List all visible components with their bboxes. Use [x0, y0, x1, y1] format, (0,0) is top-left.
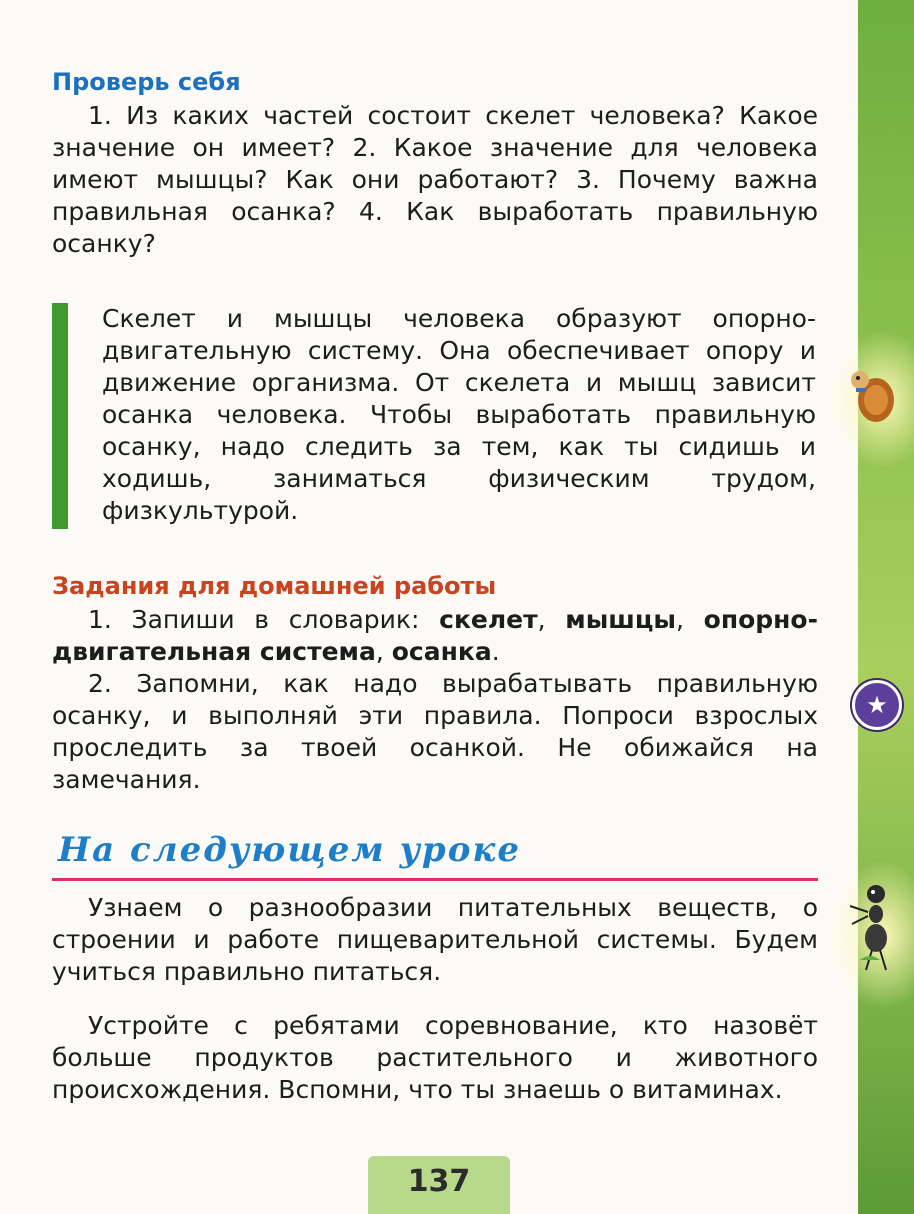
homework-task-2: 2. Запомни, как надо вырабатывать правильную осанку, и выполняй эти правила. Попроси взрослых проследить за твоей осанкой. Не обижайся на замечания.	[52, 669, 818, 794]
side-decoration	[858, 0, 914, 1214]
activity-text: Устройте с ребятами соревнование, кто назовёт больше продуктов растительного и животного происхождения. Вспомни, что ты знаешь о витаминах.	[52, 1011, 818, 1104]
term-muscles: мышцы	[565, 605, 676, 634]
check-questions-text: 1. Из каких частей состоит скелет человека? Какое значение он имеет? 2. Какое значение для человека имеют мышцы? Как они работают? 3. Почему важна правильная осанка? 4. Как выработать правильную осанку?	[52, 101, 818, 258]
next-lesson-underline	[52, 878, 818, 881]
summary-text: Скелет и мышцы человека образуют опорно-двигательную систему. Она обеспечивает опору и движение организма. От скелета и мышц зависит осанка человека. Чтобы выработать правильную осанку, надо следить за тем, как ты сидишь и ходишь, заниматься физическим трудом, физкультурой.	[102, 304, 816, 525]
star-icon: ★	[852, 680, 902, 730]
term-musculoskeletal-system: опорно-двигательная система	[52, 605, 818, 666]
turtle-icon	[848, 360, 898, 432]
activity	[52, 1010, 818, 1106]
check-heading: Проверь себя	[52, 68, 241, 96]
check-questions	[52, 100, 818, 260]
page-number: 137	[407, 1164, 471, 1199]
homework-task-1: 1. Запиши в словарик: скелет, мышцы, опорно-двигательная система, осанка.	[52, 605, 818, 666]
homework-tasks	[52, 604, 818, 796]
next-lesson-text: Узнаем о разнообразии питательных веществ, о строении и работе пищеварительной системы. Будем учиться правильно питаться.	[52, 893, 818, 986]
next-lesson-heading: На следующем уроке	[58, 830, 522, 870]
homework-heading: Задания для домашней работы	[52, 572, 497, 600]
ant-icon	[846, 880, 898, 976]
next-lesson	[52, 892, 818, 988]
summary-bar	[52, 303, 68, 529]
term-posture: осанка	[391, 637, 492, 666]
term-skeleton: скелет	[439, 605, 538, 634]
